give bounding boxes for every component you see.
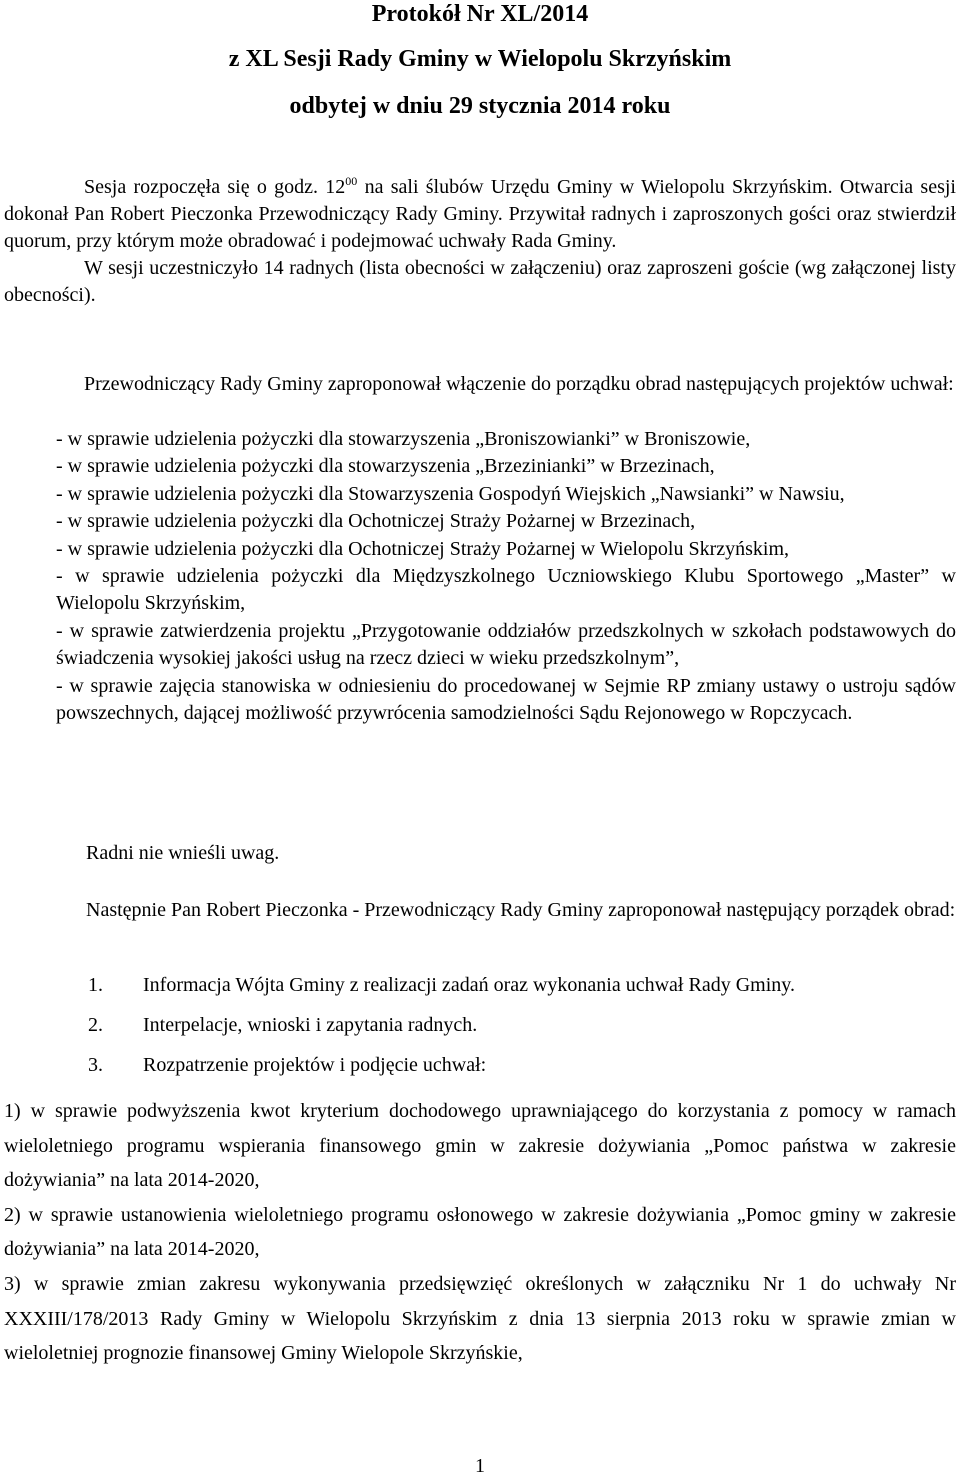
agenda-item-number: 3. [88,1054,103,1076]
agenda-item-number: 2. [88,1014,103,1036]
agenda-intro-paragraph: Następnie Pan Robert Pieczonka - Przewodniczący Rady Gminy zaproponował następujący porządek obrad: [86,899,956,921]
agenda-item-number: 1. [88,974,103,996]
proposal-list [56,426,956,727]
agenda-item [88,1012,795,1052]
resolution-item: 2) w sprawie ustanowienia wieloletniego programu osłonowego w zakresie dożywiania „Pomoc gminy w zakresie dożywiania” na lata 2014-2020, [4,1203,956,1261]
session-date-title: odbytej w dniu 29 stycznia 2014 roku [289,93,671,119]
opening-paragraph [4,174,956,255]
proposal-item: - w sprawie udzielenia pożyczki dla Międzyszkolnego Uczniowskiego Klubu Sportowego „Master” w Wielopolu Skrzyńskim, [56,565,956,615]
agenda-item-text: Informacja Wójta Gminy z realizacji zadań oraz wykonania uchwał Rady Gminy. [143,974,795,996]
page-number: 1 [475,1455,485,1477]
proposal-item: - w sprawie udzielenia pożyczki dla stowarzyszenia „Brzezinianki” w Brzezinach, [56,455,715,478]
proposal-item: - w sprawie udzielenia pożyczki dla stowarzyszenia „Broniszowianki” w Broniszowie, [56,428,751,450]
agenda-item [88,1052,795,1092]
proposal-intro-paragraph: Przewodniczący Rady Gminy zaproponował włączenie do porządku obrad następujących projektów uchwał: [84,373,954,395]
agenda-item-text: Interpelacje, wnioski i zapytania radnych. [143,1014,478,1036]
proposal-item: - w sprawie zatwierdzenia projektu „Przygotowanie oddziałów przedszkolnych w szkołach podstawowych do świadczenia wysokiej jakości usług na rzecz dzieci w wieku przedszkolnym”, [56,619,956,670]
proposal-item: - w sprawie udzielenia pożyczki dla Ochotniczej Straży Pożarnej w Wielopolu Skrzyńskim, [56,537,790,560]
resolutions-list [4,1094,956,1371]
session-title: z XL Sesji Rady Gminy w Wielopolu Skrzyńskim [228,46,732,72]
resolution-item: 3) w sprawie zmian zakresu wykonywania przedsięwzięć określonych w załączniku Nr 1 do uchwały Nr XXXIII/178/2013 Rady Gminy w Wielopolu Skrzyńskim z dnia 13 sierpnia 2013 roku w sprawie zmian w wieloletniej prognozie finansowej Gminy Wielopole Skrzyńskie, [4,1272,956,1365]
opening-text-continued: na sali ślubów Urzędu Gminy w Wielopolu Skrzyńskim. Otwarcia sesji dokonał Pan Robert Pieczonka Przewodniczący Rady Gminy. Przywitał radnych i zaproszonych gości oraz stwierdził quorum, przy którym może obradować i podejmować uchwały Rada Gminy. [4,176,956,252]
opening-time-minutes: 00 [345,174,358,188]
proposal-item: - w sprawie zajęcia stanowiska w odniesieniu do procedowanej w Sejmie RP zmiany ustawy o ustroju sądów powszechnych, dającej możliwość przywrócenia samodzielności Sądu Rejonowego w Ropczycach. [56,674,956,725]
attendance-paragraph: W sesji uczestniczyło 14 radnych (lista obecności w załączeniu) oraz zaproszeni goście (wg załączonej listy obecności). [4,257,956,306]
proposal-item: - w sprawie udzielenia pożyczki dla Stowarzyszenia Gospodyń Wiejskich „Nawsianki” w Nawsiu, [56,482,845,505]
intro-section [4,174,956,309]
agenda-item [88,972,795,1012]
proposal-item: - w sprawie udzielenia pożyczki dla Ochotniczej Straży Pożarnej w Brzezinach, [56,510,696,533]
resolution-item: 1) w sprawie podwyższenia kwot kryterium dochodowego uprawniającego do korzystania z pomocy w ramach wieloletniego programu wspierania finansowego gmin w zakresie dożywiania „Pomoc państwa w zakresie dożywiania” na lata 2014-2020, [4,1100,956,1192]
agenda-item-text: Rozpatrzenie projektów i podjęcie uchwał: [143,1054,487,1076]
opening-text: Sesja rozpoczęła się o godz. 12 [84,176,346,198]
protocol-title: Protokół Nr XL/2014 [371,1,589,27]
no-remarks-paragraph: Radni nie wnieśli uwag. [86,842,280,864]
agenda-list [88,972,795,1092]
